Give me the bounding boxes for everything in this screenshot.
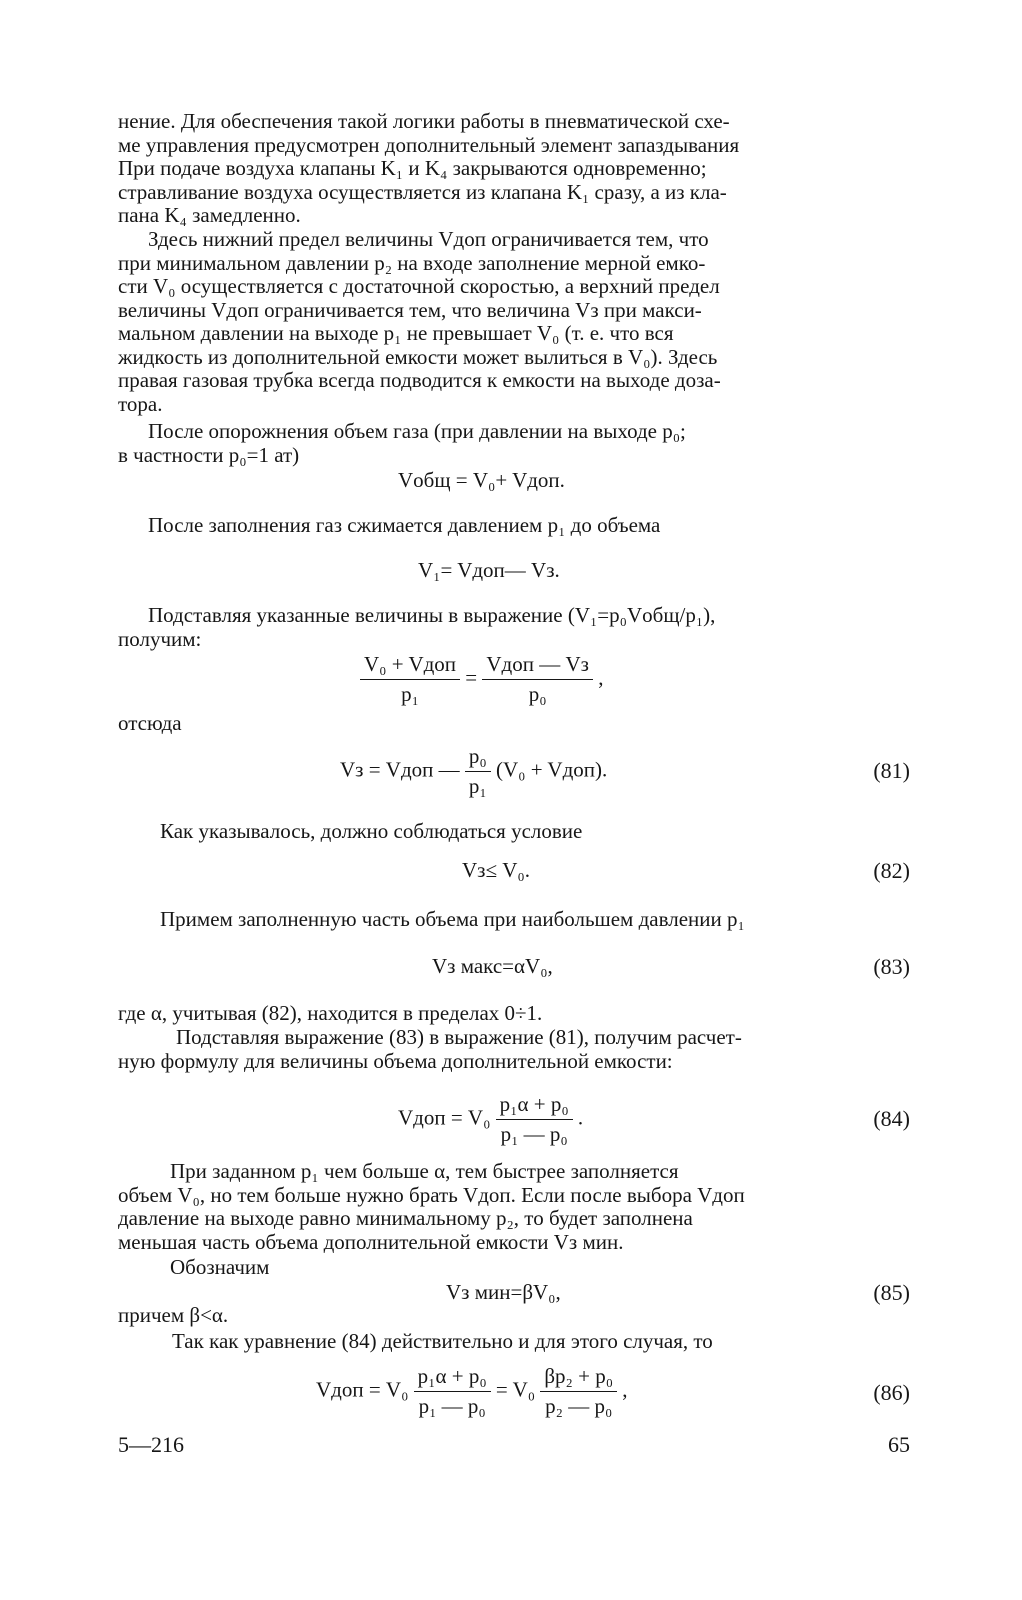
text-line: правая газовая трубка всегда подводится к емкости на выходе доза- (118, 368, 721, 392)
paragraph (118, 1160, 908, 1254)
denominator: p₀ (528, 682, 547, 706)
equation-v1: V₁= Vдоп— Vз. (418, 558, 560, 582)
text-line: Подставляя указанные величины в выражение (V₁=p₀Vобщ/p₁), (148, 603, 716, 627)
numerator: p₁α + p₀ (414, 1364, 491, 1392)
paragraph (118, 420, 908, 467)
paragraph (118, 908, 908, 932)
denominator: p₁ — p₀ (500, 1122, 568, 1146)
text-line: Как указывалось, должно соблюдаться условие (160, 819, 583, 843)
text-line: сти V₀ осуществляется с достаточной скоростью, а верхний предел (118, 274, 720, 298)
denominator: p₁ (468, 774, 487, 798)
eq-lhs: Vдоп = V₀ (316, 1377, 409, 1402)
paragraph (118, 1002, 908, 1026)
denominator: p₁ (401, 682, 419, 706)
text-line: При заданном p₁ чем больше α, тем быстрее заполняется (170, 1159, 679, 1183)
equation-83: Vз макс=αV₀, (432, 954, 553, 978)
numerator: p₀ (465, 744, 491, 772)
numerator: βp₂ + p₀ (540, 1364, 617, 1392)
text-line: меньшая часть объема дополнительной емкости Vз мин. (118, 1229, 624, 1254)
equation-number: (84) (873, 1106, 910, 1131)
text-line: величины Vдоп ограничивается тем, что величина Vз при макси- (118, 297, 702, 322)
text-line: отсюда (118, 711, 182, 735)
equation-number: (81) (873, 758, 910, 783)
page-number: 65 (888, 1432, 910, 1457)
text-line: После заполнения газ сжимается давлением p₁ до объема (148, 513, 661, 537)
paragraph (118, 110, 908, 228)
numerator: Vдоп — Vз (482, 652, 593, 680)
text-line: жидкость из дополнительной емкости может вылиться в V₀). Здесь (118, 344, 718, 369)
paragraph (118, 820, 908, 844)
text-line: стравливание воздуха осуществляется из клапана K₁ сразу, а из кла- (118, 179, 727, 204)
paragraph (118, 1256, 908, 1280)
text-line: Примем заполненную часть объема при наибольшем давлении p₁ (160, 907, 745, 931)
paragraph (118, 228, 908, 416)
text-line: Так как уравнение (84) действительно и для этого случая, то (172, 1329, 713, 1353)
paragraph (118, 1330, 908, 1354)
equation-number: (86) (873, 1380, 910, 1405)
equation-number: (82) (873, 858, 910, 883)
text-line: ную формулу для величины объема дополнительной емкости: (118, 1048, 673, 1073)
paragraph (118, 604, 908, 651)
text-line: тора. (118, 391, 163, 416)
equation-81 (340, 744, 607, 799)
eq-mid: = V₀ (495, 1377, 536, 1402)
text-line: нение. Для обеспечения такой логики работы в пневматической схе- (118, 109, 730, 133)
text-line: пана K₄ замедленно. (118, 203, 301, 227)
text-line: После опорожнения объем газа (при давлении на выходе p₀; (148, 419, 686, 443)
paragraph (118, 1026, 908, 1073)
eq-lhs: Vз = Vдоп — (340, 757, 460, 782)
text-line: в частности p₀=1 ат) (118, 442, 300, 467)
punctuation: . (577, 1105, 584, 1130)
paragraph (118, 1304, 908, 1328)
equation-number: (83) (873, 954, 910, 979)
text-line: объем V₀, но тем больше нужно брать Vдоп. Если после выбора Vдоп (118, 1182, 745, 1207)
equation-85: Vз мин=βV₀, (446, 1280, 561, 1304)
equation-vobsh: Vобщ = V₀+ Vдоп. (398, 468, 565, 492)
fraction (414, 1364, 491, 1419)
text-line: мальном давлении на выходе p₁ не превышает V₀ (т. е. что вся (118, 321, 674, 345)
fraction (482, 652, 593, 707)
equation-number: (85) (873, 1280, 910, 1305)
eq-lhs: Vдоп = V₀ (398, 1105, 491, 1130)
numerator: p₁α + p₀ (496, 1092, 573, 1120)
text-line: Подставляя выражение (83) в выражение (81), получим расчет- (176, 1025, 742, 1049)
punctuation: , (598, 665, 604, 690)
fraction (360, 652, 460, 707)
equation-82: Vз≤ V₀. (462, 858, 530, 882)
text-line: где α, учитывая (82), находится в пределах 0÷1. (118, 1001, 543, 1025)
fraction (496, 1092, 573, 1147)
paragraph (118, 712, 908, 736)
punctuation: , (622, 1377, 628, 1402)
text-line: Здесь нижний предел величины Vдоп ограничивается тем, что (148, 227, 709, 251)
text-line: давление на выходе равно минимальному p₂, то будет заполнена (118, 1206, 693, 1230)
paragraph (118, 514, 908, 538)
fraction (540, 1364, 617, 1419)
equation-fraction: $\frac{\text{V₀ + Vдоп}}{\text{p₁}}$ = $\frac{\text{Vдоп — Vз}}{\text{p₀}}$ , (360, 652, 603, 707)
equation-86 (316, 1364, 628, 1419)
denominator: p₂ — p₀ (545, 1394, 613, 1418)
equation-84 (398, 1092, 583, 1147)
eq-tail: (V₀ + Vдоп). (495, 757, 608, 782)
text-line: ме управления предусмотрен дополнительный элемент запаздывания (118, 132, 740, 157)
text-line: получим: (118, 626, 202, 651)
denominator: p₁ — p₀ (418, 1394, 486, 1418)
numerator: V₀ + Vдоп (360, 652, 460, 680)
text-line: причем β<α. (118, 1303, 229, 1327)
printer-signature: 5—216 (118, 1432, 184, 1457)
text-line: Обозначим (170, 1255, 270, 1279)
text-line: при минимальном давлении p₂ на входе заполнение мерной емко- (118, 250, 706, 275)
fraction (465, 744, 491, 799)
text-line: При подаче воздуха клапаны K₁ и K₄ закрываются одновременно; (118, 156, 707, 180)
